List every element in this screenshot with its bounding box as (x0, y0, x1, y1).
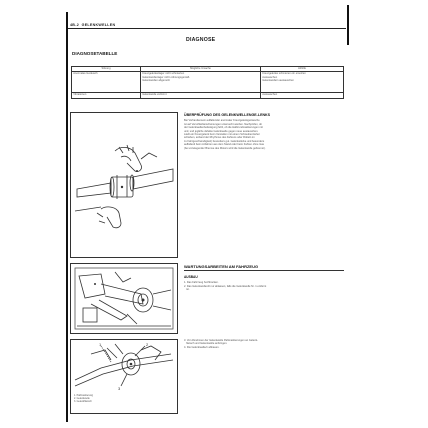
table-row (72, 93, 344, 99)
inspection-section (184, 113, 344, 150)
inspection-line: schieben, anhand der Rhythmus des Fahrens oder Rütteln im (184, 136, 255, 140)
service-heading: WARTUNGSARBEITEN AM FAHRZEUG (184, 264, 259, 269)
inspection-line: (bei vorwiegender Bremse des Motors wird die Gelenkwelle gebremst). (184, 146, 266, 150)
propeller-shaft-joint-illustration (71, 113, 177, 257)
col-header-cause: Mögliche Ursache (141, 67, 261, 72)
service-heading-rule (184, 270, 344, 271)
match-mark-illustration (71, 340, 177, 392)
col-header-remedy: Abhilfe (261, 67, 344, 72)
diagnosis-table-heading: DIAGNOSETABELLE (72, 51, 118, 56)
figure-2-box (70, 263, 178, 334)
step-line: 3. Vor Abnehmen der Gelenkwelle Paßmarkierungen an Gelenk- (184, 339, 258, 342)
service-section (184, 265, 344, 292)
cause-cell: Kreuzgelenke/lager nicht schmierten Gelenkwellenlager nicht ordnungsgemäß Gelenkwellen abgenutzt (141, 72, 261, 93)
page-ref: 4B-2 (70, 23, 79, 27)
col-header-symptom: Störung (72, 67, 141, 72)
removal-steps-b (184, 339, 344, 349)
page-header (70, 23, 115, 27)
legend-item: 1. Paßmarkierung (74, 394, 94, 397)
remedy-cell: Austauschen (261, 93, 344, 99)
symptom-cell: Vibrationen (72, 93, 141, 99)
figure-3-legend (74, 394, 93, 404)
figure-3-box (70, 339, 178, 414)
inspection-line: der Gelenkwellenbefestigung fehlt, ob die Halbrundmarkierungen mit (184, 126, 263, 130)
inspection-line: ist auf Verschleißerscheinungen untersucht werden. Nachprüfen, ob (184, 122, 263, 126)
remedy-cell: Kreuzgelenke schmieren od. ersetzen Austauschen Gelenkwelle/n austauschen (261, 72, 344, 93)
diagnosis-table (71, 66, 344, 99)
table-row (72, 72, 344, 93)
step-line: 1. Das Fahrzeug hochbocken. (184, 281, 219, 285)
header-rule (67, 28, 346, 29)
page-title: DIAGNOSE (186, 37, 216, 43)
figure-1-box (70, 112, 178, 258)
inspection-heading: ÜBERPRÜFUNG DES GELENKWELLENGE-LENKS (184, 113, 271, 117)
step-line: 4. Die Gelenkwelle/n abbauen. (184, 345, 220, 349)
removal-steps-a (184, 281, 344, 291)
chapter-name: GELENKWELLEN (81, 23, 116, 27)
cause-cell: Gelenkwelle verformt (141, 93, 261, 99)
inspection-line: Bei Vorhandensein auffallender anormaler Kreuzgelenkgeräusche (184, 119, 260, 123)
callout-3: 3 (118, 386, 121, 391)
step-line: ist. (184, 288, 190, 292)
inspection-line: zu Fahrgeschwindigkeit) besonders gut. Gelenkstücke und besonders (184, 139, 265, 143)
step-line: 2. Das Gelenkwellenöl nur ablassen, falls die Gelenkwelle Nr. 1 entfernt (184, 284, 267, 288)
legend-item: 3. Gelenkflansch (74, 400, 92, 404)
scan-edge-right (347, 5, 349, 45)
inspection-line: und, und jegliche defekte Gelenkwelle gegen neue austauschen. (184, 129, 259, 133)
step-line: flansch und Gelenkwelle anbringen. (184, 342, 228, 346)
symptom-cell: Anormales Geräusch (72, 72, 141, 93)
inspection-line: auffallend beim Anfahren aus dem Stand oder beim Fahren ohne Gas (184, 143, 264, 147)
removal-subheading: AUSBAU (184, 275, 198, 280)
callout-1: 1 (99, 342, 102, 347)
scan-edge-left (66, 12, 68, 422)
inspection-line: Läuft ein Kreuzgelenk beim Verstellen mit einem Schraubenzieher (184, 133, 260, 137)
scan-edge-bottom-left (66, 402, 68, 422)
inspection-body (184, 119, 344, 150)
callout-2: 2 (146, 342, 149, 347)
oil-drain-illustration (71, 264, 177, 333)
legend-item: 2. Gelenkwelle (74, 397, 90, 401)
